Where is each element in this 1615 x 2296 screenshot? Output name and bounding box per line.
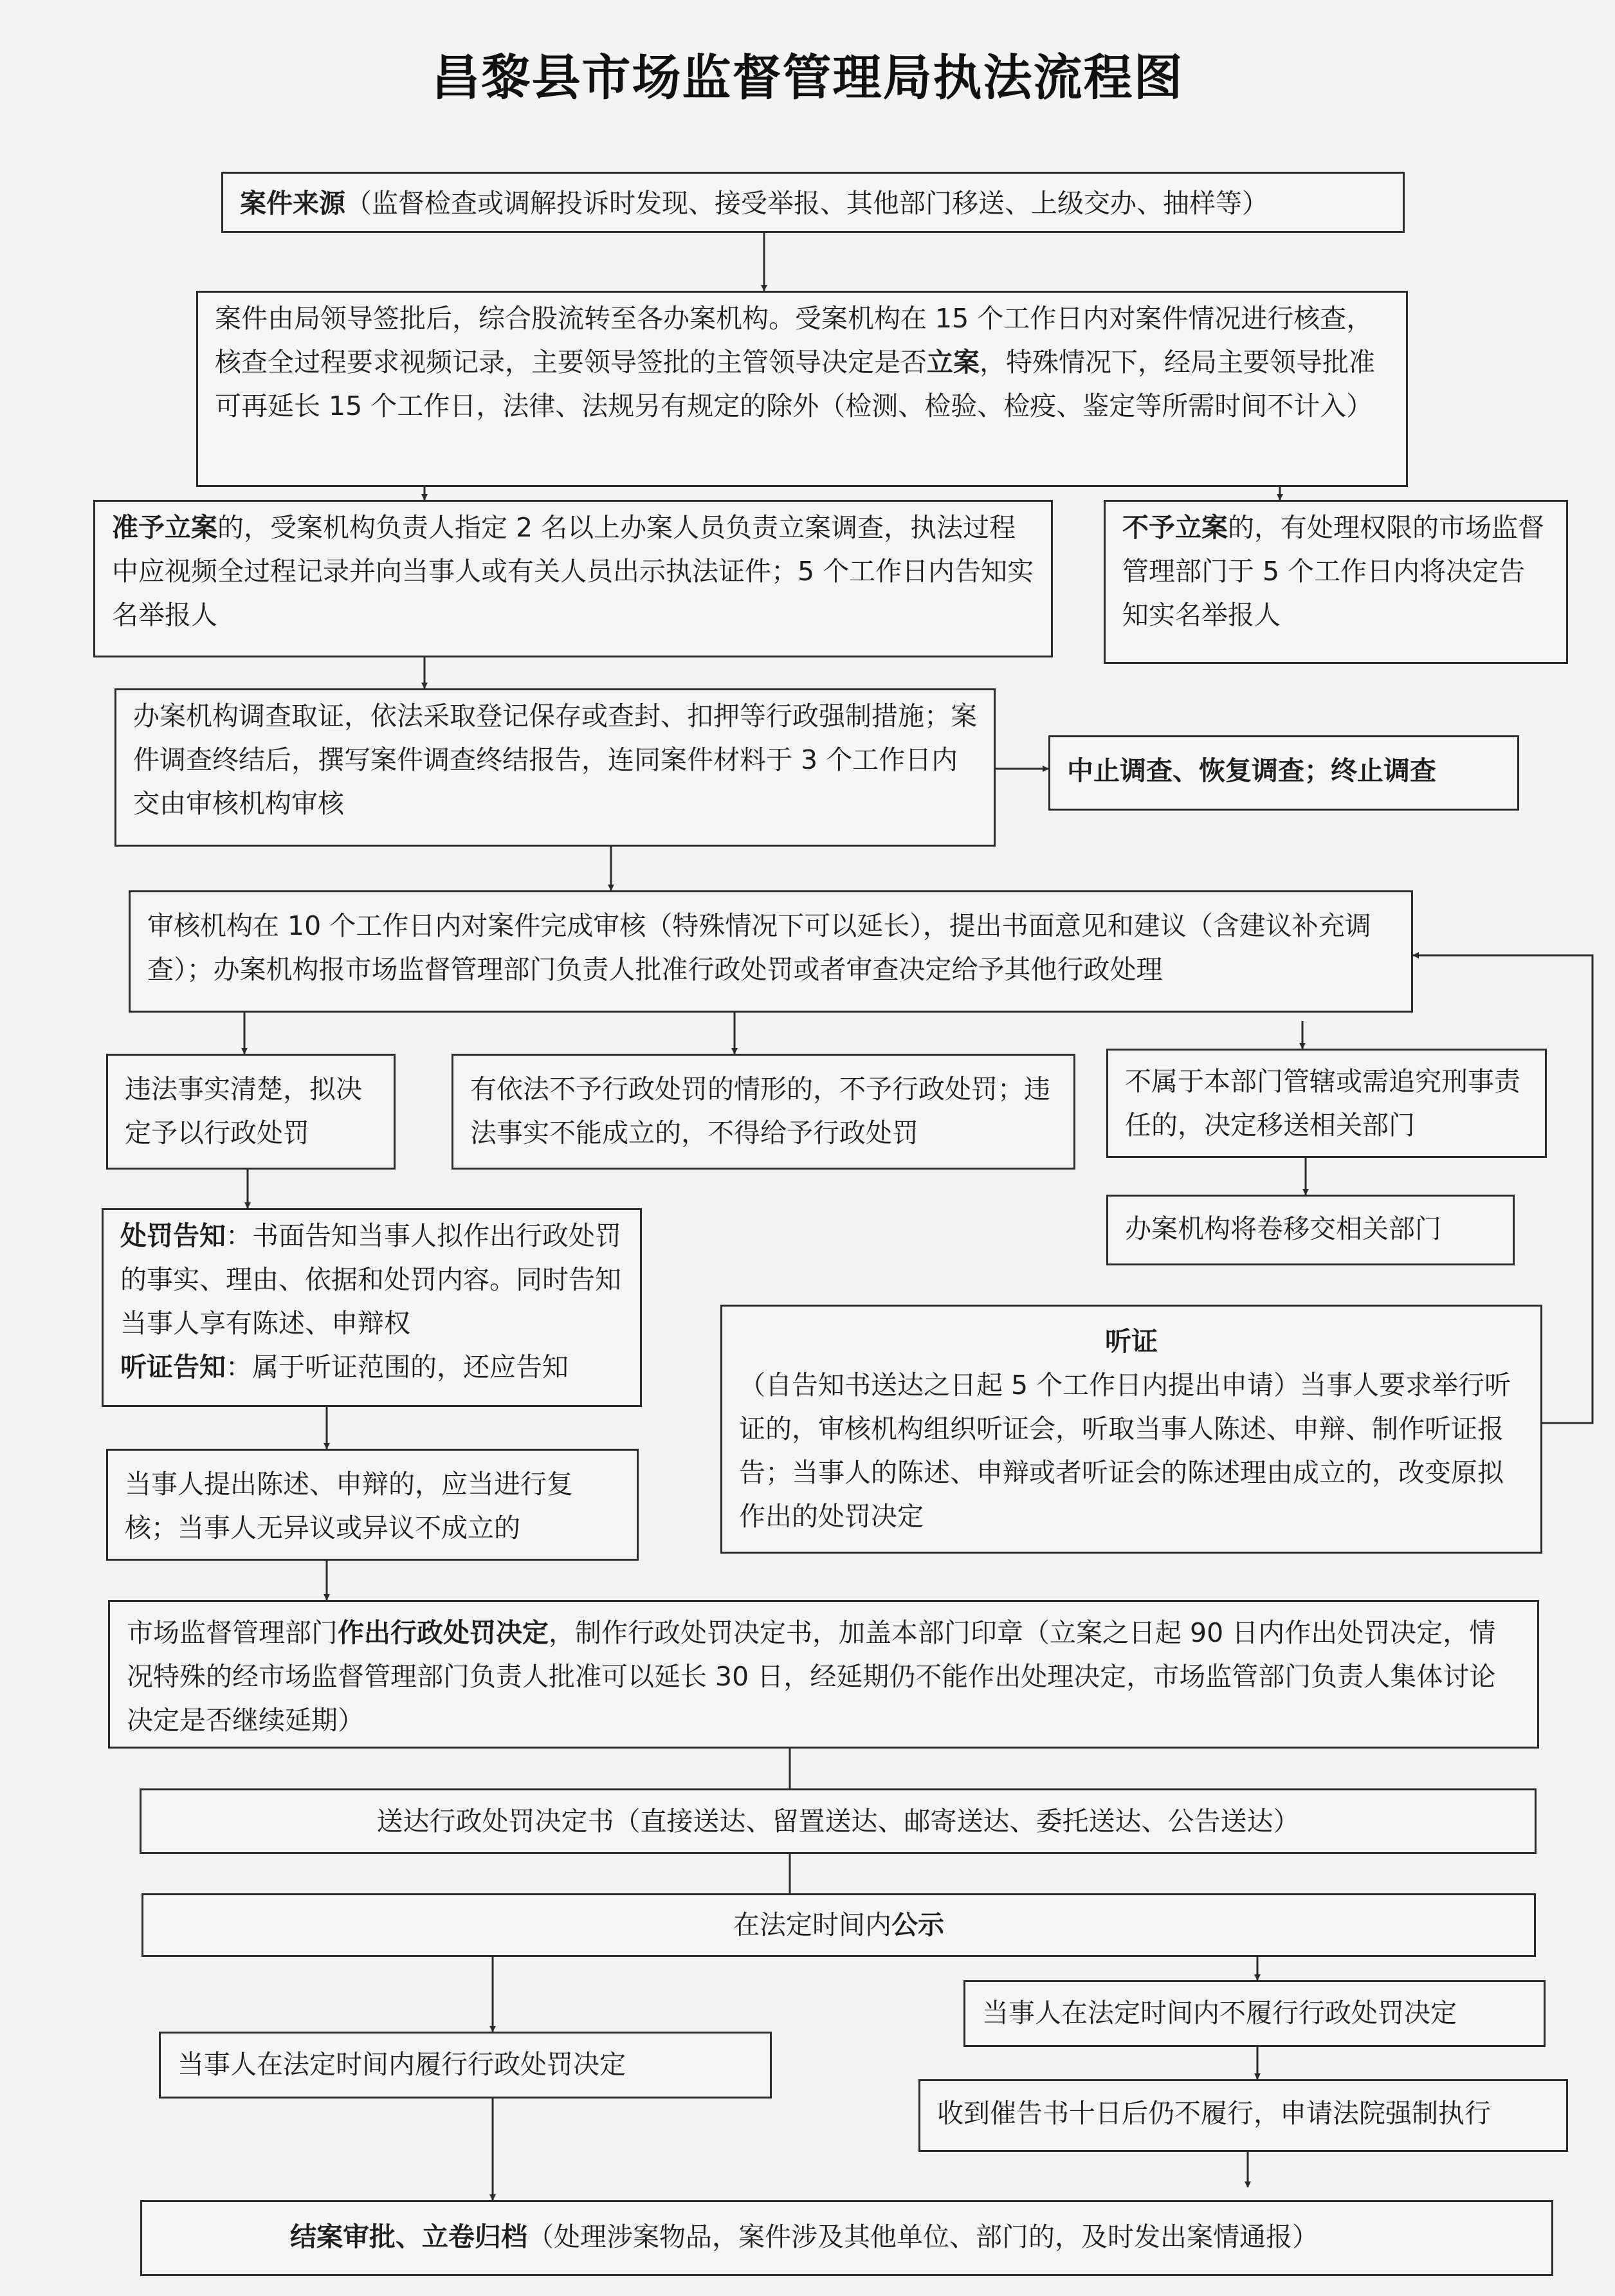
investigation-box: [114, 688, 996, 847]
not-fulfill-box: [963, 1980, 1546, 2047]
accept-filing-label: 准予立案: [112, 512, 217, 543]
clear-facts-text: 违法事实清楚，拟决定予以行政处罚: [125, 1074, 362, 1148]
fulfill-box: [159, 2032, 772, 2099]
clear-facts-box: [106, 1054, 396, 1170]
closing-label: 结案审批、立卷归档: [290, 2221, 527, 2252]
publicity-keyword: 公示: [891, 1909, 944, 1940]
hearing-title: 听证: [1105, 1326, 1158, 1357]
suspend-box: [1048, 735, 1519, 811]
case-source-label: 案件来源: [240, 188, 345, 219]
review-filing-keyword: 立案: [927, 347, 980, 378]
no-penalty-text: 有依法不予行政处罚的情形的，不予行政处罚；违法事实不能成立的，不得给予行政处罚: [470, 1074, 1050, 1148]
suspend-text: 中止调查、恢复调查；终止调查: [1067, 755, 1436, 786]
publicity-box: [141, 1893, 1536, 1957]
review-filing-text-pre: 案件由局领导签批后，综合股流转至各办案机构。受案机构在 15 个工作日内对案件情况进行核查，核查全过程要求视频记录，主要领导签批的主管领导决定是否: [215, 303, 1373, 378]
decision-text-post: ，制作行政处罚决定书，加盖本部门印章（立案之日起 90 日内作出处罚决定，情况特殊的经市场监督管理部门负责人批准可以延长 30 日，经延期仍不能作出处理决定，市场监管部门负责人集体讨论决定是否继续延期）: [127, 1617, 1496, 1736]
accept-filing-text: 的，受案机构负责人指定 2 名以上办案人员负责立案调查，执法过程中应视频全过程记录并向当事人或有关人员出示执法证件；5 个工作日内告知实名举报人: [112, 512, 1034, 630]
reject-filing-box: [1104, 500, 1568, 664]
no-penalty-box: [452, 1054, 1075, 1170]
case-source-text: （监督检查或调解投诉时发现、接受举报、其他部门移送、上级交办、抽样等）: [345, 188, 1268, 219]
penalty-notice-label: 处罚告知: [120, 1220, 226, 1251]
investigation-text: 办案机构调查取证，依法采取登记保存或查封、扣押等行政强制措施；案件调查终结后，撰写案件调查终结报告，连同案件材料于 3 个工作日内交由审核机构审核: [133, 701, 977, 819]
penalty-notice-text: ：书面告知当事人拟作出行政处罚的事实、理由、依据和处罚内容。同时告知当事人享有陈述、申辩权: [120, 1220, 621, 1339]
closing-text: （处理涉案物品，案件涉及其他单位、部门的，及时发出案情通报）: [527, 2221, 1318, 2252]
review-filing-box: [196, 291, 1408, 487]
hearing-text: （自告知书送达之日起 5 个工作日内提出申请）当事人要求举行听证的，审核机构组织听证会，听取当事人陈述、申辩、制作听证报告；当事人的陈述、申辩或者听证会的陈述理由成立的，改变原拟作出的处罚决定: [739, 1370, 1511, 1532]
audit-box: [129, 890, 1413, 1013]
decision-text-pre: 市场监督管理部门: [127, 1617, 338, 1648]
audit-text: 审核机构在 10 个工作日内对案件完成审核（特殊情况下可以延长），提出书面意见和建议（含建议补充调查）；办案机构报市场监督管理部门负责人批准行政处罚或者审查决定给予其他行政处理: [147, 910, 1371, 985]
transfer-file-box: [1106, 1195, 1515, 1265]
statement-text: 当事人提出陈述、申辩的，应当进行复核；当事人无异议或异议不成立的: [125, 1469, 573, 1543]
reject-filing-label: 不予立案: [1122, 512, 1228, 543]
not-fulfill-text: 当事人在法定时间内不履行行政处罚决定: [982, 1998, 1457, 2028]
hearing-notice-text: ：属于听证范围的，还应告知: [226, 1352, 569, 1382]
case-source-box: [221, 172, 1405, 233]
reject-filing-text: 的，有处理权限的市场监督管理部门于 5 个工作日内将决定告知实名举报人: [1122, 512, 1544, 630]
statement-box: [106, 1449, 639, 1561]
decision-box: [108, 1600, 1539, 1749]
page-title: 昌黎县市场监督管理局执法流程图: [431, 49, 1184, 106]
closing-box: [140, 2200, 1553, 2276]
delivery-text: 送达行政处罚决定书（直接送达、留置送达、邮寄送达、委托送达、公告送达）: [376, 1806, 1300, 1837]
delivery-box: [140, 1788, 1537, 1854]
transfer-file-text: 办案机构将卷移交相关部门: [1125, 1213, 1441, 1244]
review-filing-text-post: ，特殊情况下，经局主要领导批准可再延长 15 个工作日，法律、法规另有规定的除外（检测、检验、检疫、鉴定等所需时间不计入）: [215, 347, 1375, 421]
fulfill-text: 当事人在法定时间内履行行政处罚决定: [178, 2049, 626, 2080]
transfer-text: 不属于本部门管辖或需追究刑事责任的，决定移送相关部门: [1125, 1066, 1520, 1141]
hearing-notice-label: 听证告知: [120, 1352, 226, 1382]
court-box: [918, 2079, 1568, 2152]
publicity-text-pre: 在法定时间内: [733, 1909, 891, 1940]
court-text: 收到催告书十日后仍不履行，申请法院强制执行: [937, 2098, 1491, 2129]
accept-filing-box: [93, 500, 1053, 657]
transfer-box: [1106, 1049, 1547, 1158]
decision-keyword: 作出行政处罚决定: [338, 1617, 549, 1648]
penalty-notice-box: [102, 1208, 642, 1407]
hearing-box: [720, 1305, 1542, 1554]
